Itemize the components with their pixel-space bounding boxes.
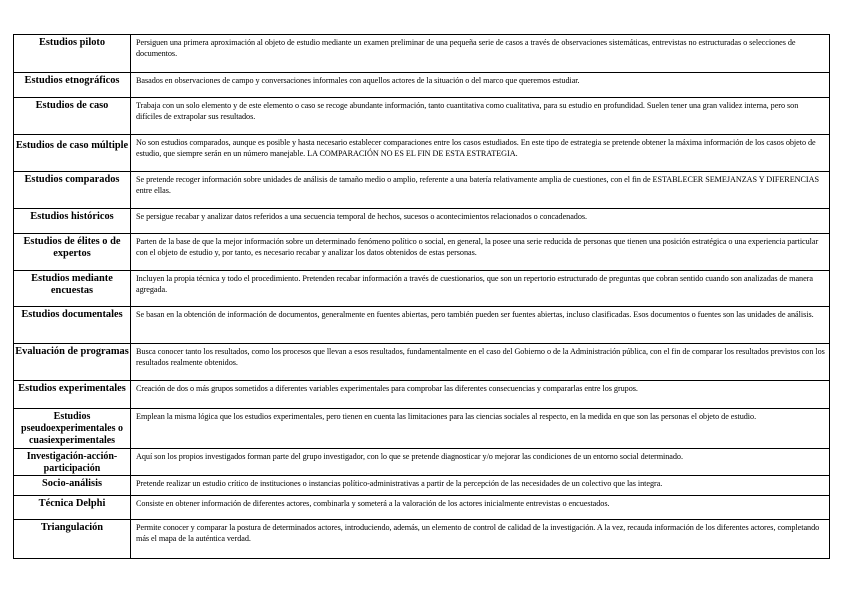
method-term: Evaluación de programas (14, 344, 131, 381)
method-term: Estudios comparados (14, 172, 131, 209)
table-row (14, 135, 830, 172)
method-description: Se persigue recabar y analizar datos referidos a una secuencia temporal de hechos, sucesos o acontecimientos relacionados o concadenados. (131, 209, 830, 234)
method-description: Pretende realizar un estudio crítico de instituciones o instancias político-administrativas a partir de la percepción de las necesidades de un colectivo que las integra. (131, 476, 830, 496)
table-row (14, 449, 830, 476)
method-term: Estudios pseudoexperimentales o cuasiexperimentales (14, 409, 131, 449)
table-row (14, 520, 830, 559)
method-term: Socio-análisis (14, 476, 131, 496)
method-term: Estudios etnográficos (14, 73, 131, 98)
method-description: Persiguen una primera aproximación al objeto de estudio mediante un examen preliminar de una pequeña serie de casos a través de observaciones sistemáticas, entrevistas no estructuradas o selecciones de documentos. (131, 35, 830, 73)
table-row (14, 209, 830, 234)
method-term: Estudios mediante encuestas (14, 271, 131, 307)
table-row (14, 271, 830, 307)
method-description: Emplean la misma lógica que los estudios experimentales, pero tienen en cuenta las limitaciones para las ciencias sociales al respecto, en la medida en que son las personas el objeto de estudio. (131, 409, 830, 449)
method-description: Consiste en obtener información de diferentes actores, combinarla y someterá a la valoración de los actores inicialmente entrevistas o encuestados. (131, 496, 830, 520)
method-description: Creación de dos o más grupos sometidos a diferentes variables experimentales para comprobar las diferentes consecuencias y compararlas entre los grupos. (131, 381, 830, 409)
method-term: Técnica Delphi (14, 496, 131, 520)
method-term: Estudios de caso (14, 98, 131, 135)
method-term: Estudios experimentales (14, 381, 131, 409)
method-description: Busca conocer tanto los resultados, como los procesos que llevan a esos resultados, fundamentalmente en el caso del Gobierno o de la Administración pública, con el fin de comparar los resultados previstos con los resultados realmente obtenidos. (131, 344, 830, 381)
method-description: Basados en observaciones de campo y conversaciones informales con aquellos actores de la situación o del marco que queremos estudiar. (131, 73, 830, 98)
method-term: Estudios documentales (14, 307, 131, 344)
table-row (14, 381, 830, 409)
table-row (14, 172, 830, 209)
method-term: Estudios piloto (14, 35, 131, 73)
table-row (14, 496, 830, 520)
table-row (14, 409, 830, 449)
table-row (14, 73, 830, 98)
method-description: Incluyen la propia técnica y todo el procedimiento. Pretenden recabar información a través de cuestionarios, que son un repertorio estructurado de preguntas que cobran sentido cuando son analizadas de manera agregada. (131, 271, 830, 307)
method-term: Estudios de caso múltiple (14, 135, 131, 172)
research-methods-table (13, 34, 830, 559)
table-row (14, 98, 830, 135)
table-row (14, 307, 830, 344)
method-description: Se basan en la obtención de información de documentos, generalmente en fuentes abiertas, pero también pueden ser fuentes abiertas, incluso clasificadas. Esos documentos o fuentes son las unidades de análisis. (131, 307, 830, 344)
method-term: Triangulación (14, 520, 131, 559)
table-row (14, 35, 830, 73)
method-description: Trabaja con un solo elemento y de este elemento o caso se recoge abundante información, tanto cuantitativa como cualitativa, para su estudio en profundidad. Suelen tener una gran validez interna, pero son difíciles de extrapolar sus resultados. (131, 98, 830, 135)
method-description: Se pretende recoger información sobre unidades de análisis de tamaño medio o amplio, referente a una batería relativamente amplia de cuestiones, con el fin de ESTABLECER SEMEJANZAS Y DIFERENCIAS entre ellas. (131, 172, 830, 209)
method-term: Estudios históricos (14, 209, 131, 234)
method-description: Permite conocer y comparar la postura de determinados actores, introduciendo, además, un elemento de control de calidad de la investigación. A la vez, recauda información de los diferentes actores, completando más el mapa de la auténtica verdad. (131, 520, 830, 559)
table-row (14, 344, 830, 381)
method-description: No son estudios comparados, aunque es posible y hasta necesario establecer comparaciones entre los casos estudiados. En este tipo de estrategia se pretende obtener la máxima información de los casos objeto de estudio, que siempre serán en un número manejable. LA COMPARACIÓN NO ES EL FIN DE ESTA ESTRATEGIA. (131, 135, 830, 172)
method-term: Estudios de élites o de expertos (14, 234, 131, 271)
method-description: Parten de la base de que la mejor información sobre un determinado fenómeno político o social, en general, la posee una serie reducida de personas que tienen una posición estratégica o una experiencia particular con el objeto de estudio y, por tanto, es necesario recabar y analizar los datos obtenidos de estas personas. (131, 234, 830, 271)
method-description: Aquí son los propios investigados forman parte del grupo investigador, con lo que se pretende diagnosticar y/o mejorar las condiciones de un entorno social determinado. (131, 449, 830, 476)
method-term: Investigación-acción-participación (14, 449, 131, 476)
table-row (14, 476, 830, 496)
table-row (14, 234, 830, 271)
